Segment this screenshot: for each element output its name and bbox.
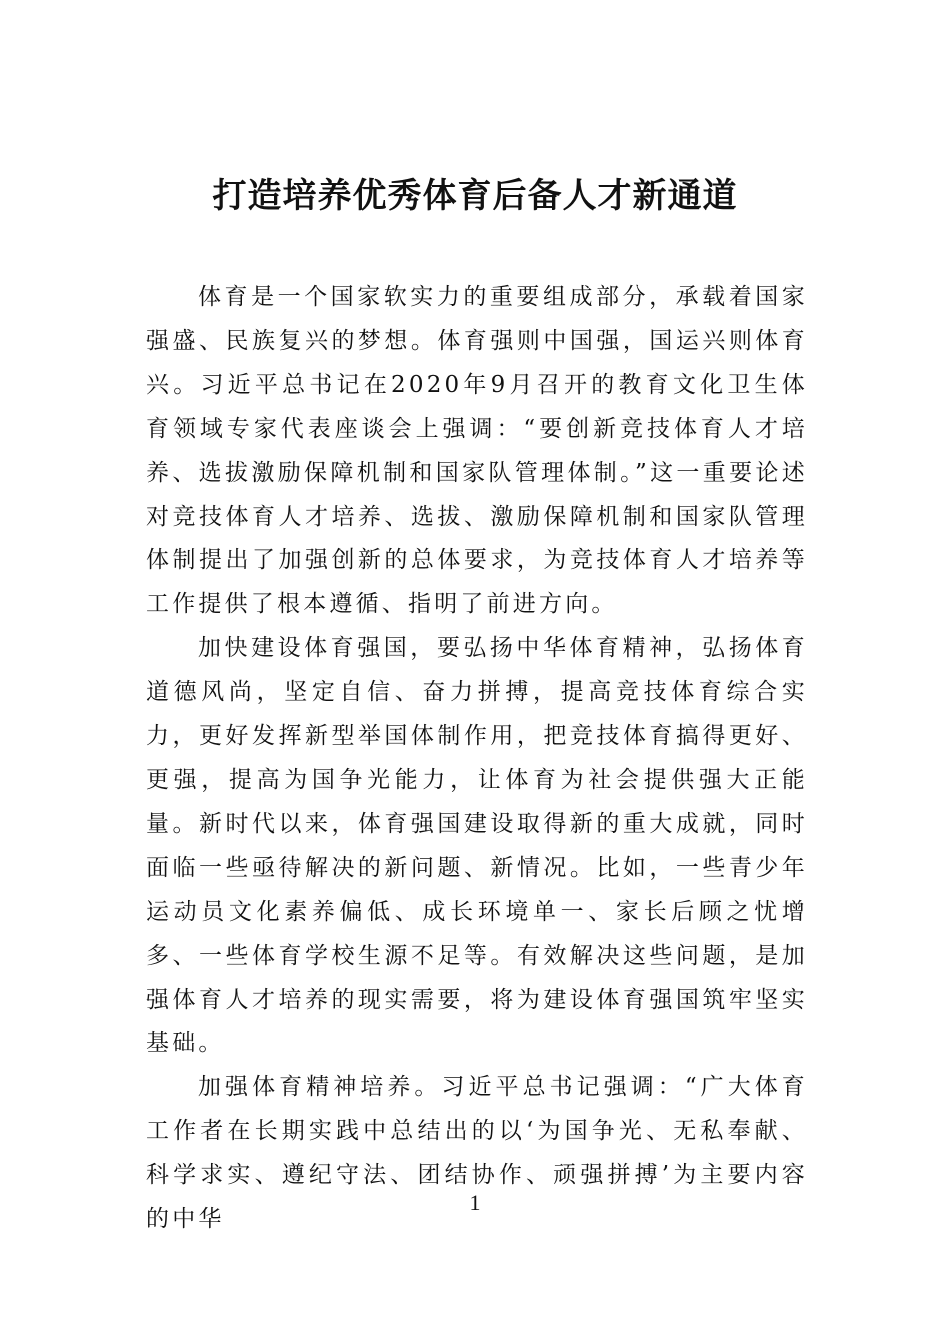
paragraph-3: 加强体育精神培养。习近平总书记强调：“广大体育工作者在长期实践中总结出的以‘为国争光、无私奉献、科学求实、遵纪守法、团结协作、顽强拼搏’为主要内容的中华: [146, 1074, 808, 1233]
paragraph-2: 加快建设体育强国，要弘扬中华体育精神，弘扬体育道德风尚，坚定自信、奋力拼搏，提高竞技体育综合实力，更好发挥新型举国体制作用，把竞技体育搞得更好、更强，提高为国争光能力，让体育为社会提供强大正能量。新时代以来，体育强国建设取得新的重大成就，同时面临一些亟待解决的新问题、新情况。比如，一些青少年运动员文化素养偏低、成长环境单一、家长后顾之忧增多、一些体育学校生源不足等。有效解决这些问题，是加强体育人才培养的现实需要，将为建设体育强国筑牢坚实基础。: [146, 635, 808, 1057]
paragraph-1: 体育是一个国家软实力的重要组成部分，承载着国家强盛、民族复兴的梦想。体育强则中国强，国运兴则体育兴。习近平总书记在2020年9月召开的教育文化卫生体育领域专家代表座谈会上强调：“要创新竞技体育人才培养、选拔激励保障机制和国家队管理体制。”这一重要论述对竞技体育人才培养、选拔、激励保障机制和国家队管理体制提出了加强创新的总体要求，为竞技体育人才培养等工作提供了根本遵循、指明了前进方向。: [146, 284, 808, 618]
page-number: 1: [469, 1190, 481, 1215]
document-title: 打造培养优秀体育后备人才新通道: [212, 176, 738, 216]
document-body: [146, 276, 808, 1242]
